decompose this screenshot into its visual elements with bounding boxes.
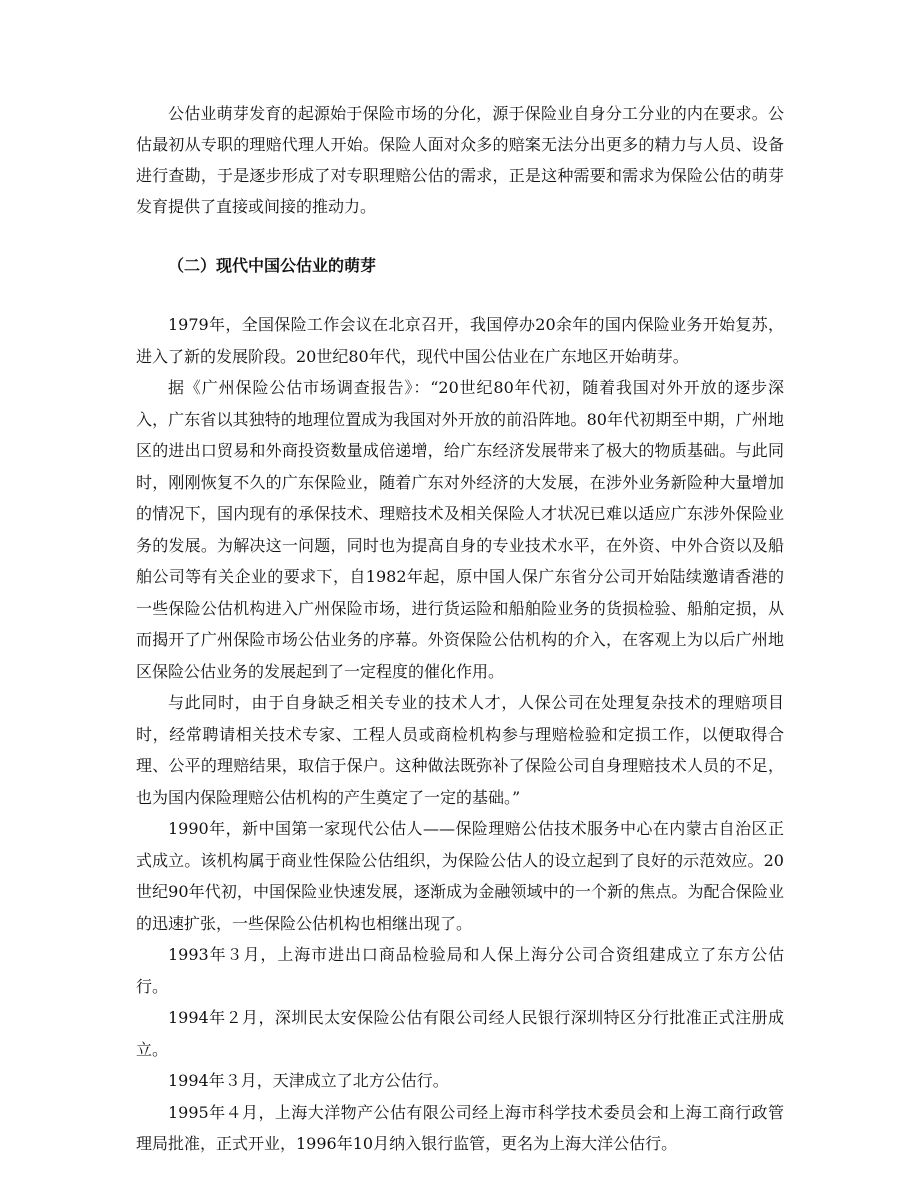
paragraph-1993-march: 1993年３月，上海市进出口商品检验局和人保上海分公司合资组建成立了东方公估行。 [136, 945, 784, 996]
paragraph-guangzhou-report: 据《广州保险公估市场调查报告》：“20世纪80年代初，随着我国对外开放的逐步深入，广东省以其独特的地理位置成为我国对外开放的前沿阵地。80年代初期至中期，广州地区的进出口贸易和外商投资数量成倍递增，给广东经济发展带来了极大的物质基础。与此同时，刚刚恢复不久的广东保险业，随着广东对外经济的大发展，在涉外业务新险种大量增加的情况下，国内现有的承保技术、理赔技术及相关保险人才状况已难以适应广东涉外保险业务的发展。为解决这一问题，同时也为提高自身的专业技术水平，在外资、中外合资以及船舶公司等有关企业的要求下，自1982年起，原中国人保广东省分公司开始陆续邀请香港的一些保险公估机构进入广州保险市场，进行货运险和船舶险业务的货损检验、船舶定损，从而揭开了广州保险市场公估业务的序幕。外资保险公估机构的介入，在客观上为以后广州地区保险公估业务的发展起到了一定程度的催化作用。 [136, 378, 784, 681]
paragraph-1995-april: 1995年４月，上海大洋物产公估有限公司经上海市科学技术委员会和上海工商行政管理局批准，正式开业，1996年10月纳入银行监管，更名为上海大洋公估行。 [136, 1102, 784, 1153]
paragraph-1994-march: 1994年３月，天津成立了北方公估行。 [168, 1071, 449, 1090]
paragraph-meanwhile: 与此同时，由于自身缺乏相关专业的技术人才，人保公司在处理复杂技术的理赔项目时，经常聘请相关技术专家、工程人员或商检机构参与理赔检验和定损工作，以便取得合理、公平的理赔结果，取信于保户。这种做法既弥补了保险公司自身理赔技术人员的不足，也为国内保险理赔公估机构的产生奠定了一定的基础。” [136, 693, 784, 807]
paragraph-1979: 1979年，全国保险工作会议在北京召开，我国停办20余年的国内保险业务开始复苏，进入了新的发展阶段。20世纪80年代，现代中国公估业在广东地区开始萌芽。 [136, 315, 784, 366]
spacer [136, 281, 784, 309]
paragraph-origin: 公估业萌芽发育的起源始于保险市场的分化，源于保险业自身分工分业的内在要求。公估最初从专职的理赔代理人开始。保险人面对众多的赔案无法分出更多的精力与人员、设备进行查勘，于是逐步形成了对专职理赔公估的需求，正是这种需要和需求为保险公估的萌芽发育提供了直接或间接的推动力。 [136, 104, 784, 216]
section-heading: （二）现代中国公估业的萌芽 [168, 256, 377, 275]
spacer [136, 222, 784, 250]
document-body [136, 98, 784, 1160]
paragraph-1994-february: 1994年２月，深圳民太安保险公估有限公司经人民银行深圳特区分行批准正式注册成立。 [136, 1008, 784, 1059]
paragraph-1990: 1990年，新中国第一家现代公估人——保险理赔公估技术服务中心在内蒙古自治区正式成立。该机构属于商业性保险公估组织，为保险公估人的设立起到了良好的示范效应。20世纪90年代初，中国保险业快速发展，逐渐成为金融领域中的一个新的焦点。为配合保险业的迅速扩张，一些保险公估机构也相继出现了。 [136, 819, 784, 933]
